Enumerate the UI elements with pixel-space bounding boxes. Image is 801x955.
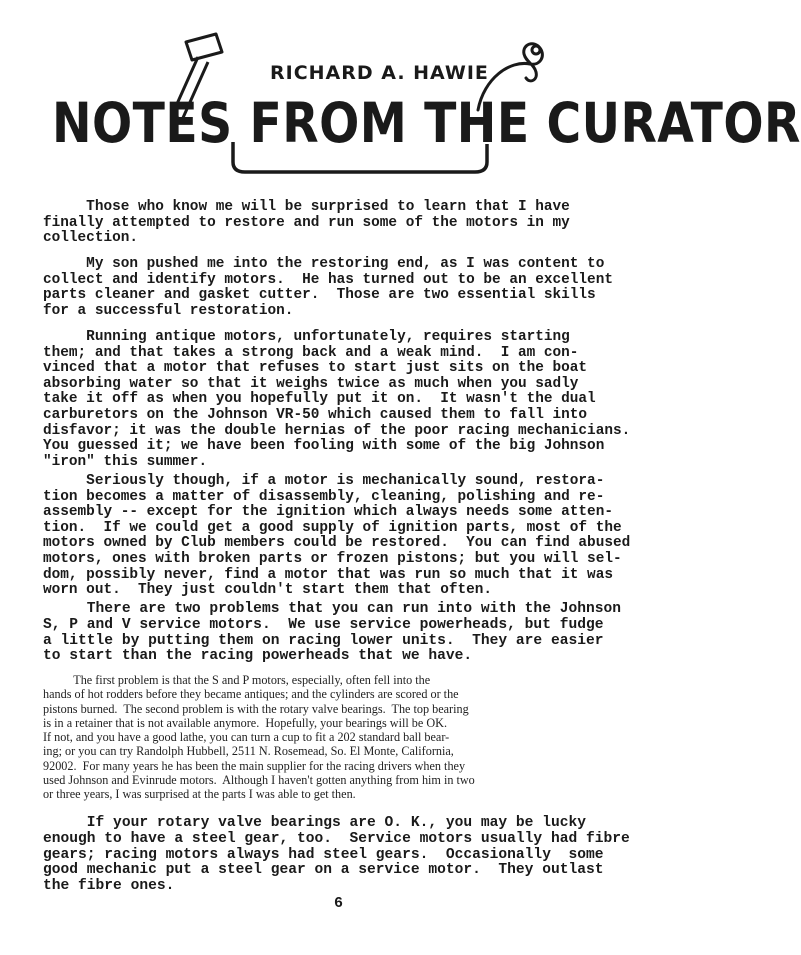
page-number: 6 [334,895,344,912]
paragraph: My son pushed me into the restoring end, as I was content to collect and identify motors. He has turned out to be an excellent parts cleaner and gasket cutter. Those are two essential skills for a successful restoration. [43,256,613,319]
paragraph: Those who know me will be surprised to learn that I have finally attempted to restore and run some of the motors in my collection. [43,199,570,247]
paragraph: Running antique motors, unfortunately, requires starting them; and that takes a strong back and a weak mind. I am con- vinced that a motor that refuses to start just sits on the boat absorbing water so that it weighs twice as much when you sadly take it off as when you hopefully put it on. It wasn't the dual carburetors on the Johnson VR-50 which caused them to fall into disfavor; it was the double hernias of the poor racing mechanicians. You guessed it; we have been fooling with some of the big Johnson "iron" this summer. [43,329,631,470]
paragraph: If your rotary valve bearings are O. K., you may be lucky enough to have a steel gear, too. Service motors usually had fibre gears; racing motors always had steel gears. Occasionally some good mechanic put a steel gear on a service motor. They outlast the fibre ones. [43,815,630,895]
paragraph: Seriously though, if a motor is mechanically sound, restora- tion becomes a matter of disassembly, cleaning, polishing and re- assembly -- except for the ignition which always needs some atten- tion. If we could get a good supply of ignition parts, most of the motors owned by Club members could be restored. You can find abused motors, ones with broken parts or frozen pistons; but you will sel- dom, possibly never, find a motor that was run so much that it was worn out. They just couldn't start them that often. [43,473,631,599]
author-name: RICHARD A. HAWIE [270,62,489,84]
paragraph: There are two problems that you can run into with the Johnson S, P and V service motors. We use service powerheads, but fudge a little by putting them on racing lower units. They are easier to start than the racing powerheads that we have. [43,601,622,665]
column-header [0,0,801,190]
page-title: NOTES FROM THE CURATOR [52,91,801,155]
small-print-paragraph: The first problem is that the S and P motors, especially, often fell into the hands of hot rodders before they became antiques; and the cylinders are scored or the pistons burned. The second problem is with the rotary valve bearings. The top bearing is in a retainer that is not available anymore. Hopefully, your bearings will be OK. If not, and you have a good lathe, you can turn a cup to fit a 202 standard ball bear- ing; or you can try Randolph Hubbell, 2511 N. Rosemead, So. El Monte, California, 92002. For many years he has been the main supplier for the racing drivers when they used Johnson and Evinrude motors. Although I haven't gotten anything from him in two or three years, I was surprised at the parts I was able to get then. [43,673,475,802]
